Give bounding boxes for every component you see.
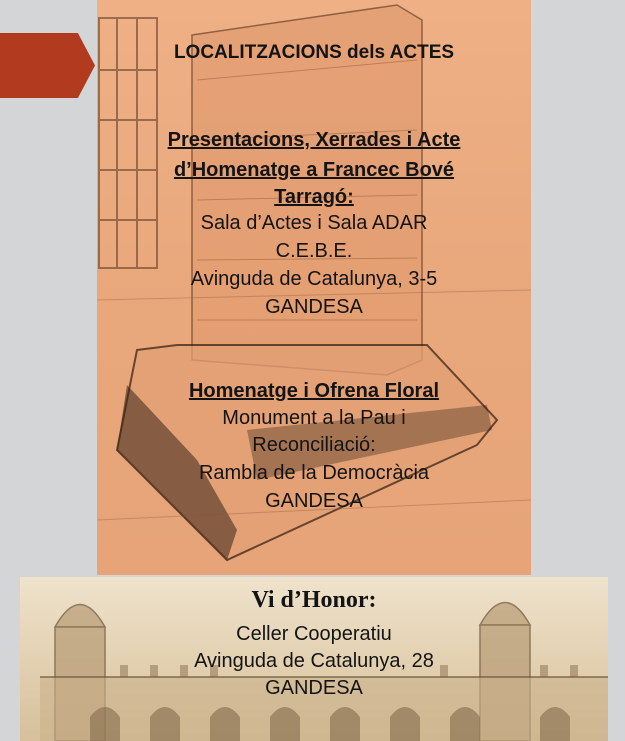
wine-honor-banner — [20, 577, 608, 741]
wine-honor-title: Vi d’Honor: — [251, 587, 377, 613]
wine-honor-line-3: GANDESA — [265, 677, 363, 699]
section1-title-line-1: Presentacions, Xerrades i Acte — [167, 129, 461, 151]
wine-honor-line-1: Celler Cooperatiu — [236, 623, 392, 645]
red-arrow-marker — [0, 33, 95, 98]
section2-address-line-1: Monument a la Pau i — [222, 407, 406, 429]
poster-heading: LOCALITZACIONS dels ACTES — [173, 42, 455, 63]
section1-address-line-4: GANDESA — [265, 296, 363, 318]
section2-title: Homenatge i Ofrena Floral — [188, 380, 440, 402]
section1-title-line-3: Tarragó: — [274, 186, 354, 208]
section1-address-line-2: C.E.B.E. — [275, 240, 353, 262]
section1-address-line-1: Sala d’Actes i Sala ADAR — [200, 212, 428, 234]
section2-address-line-2: Reconciliació: — [252, 434, 376, 456]
section2-address-line-3: Rambla de la Democràcia — [198, 462, 430, 484]
section1-address-line-3: Avinguda de Catalunya, 3-5 — [190, 268, 438, 290]
locations-poster — [97, 0, 531, 575]
wine-honor-line-2: Avinguda de Catalunya, 28 — [194, 650, 434, 672]
section2-address-line-4: GANDESA — [265, 490, 363, 512]
section1-title-line-2: d’Homenatge a Francec Bové — [173, 159, 455, 181]
